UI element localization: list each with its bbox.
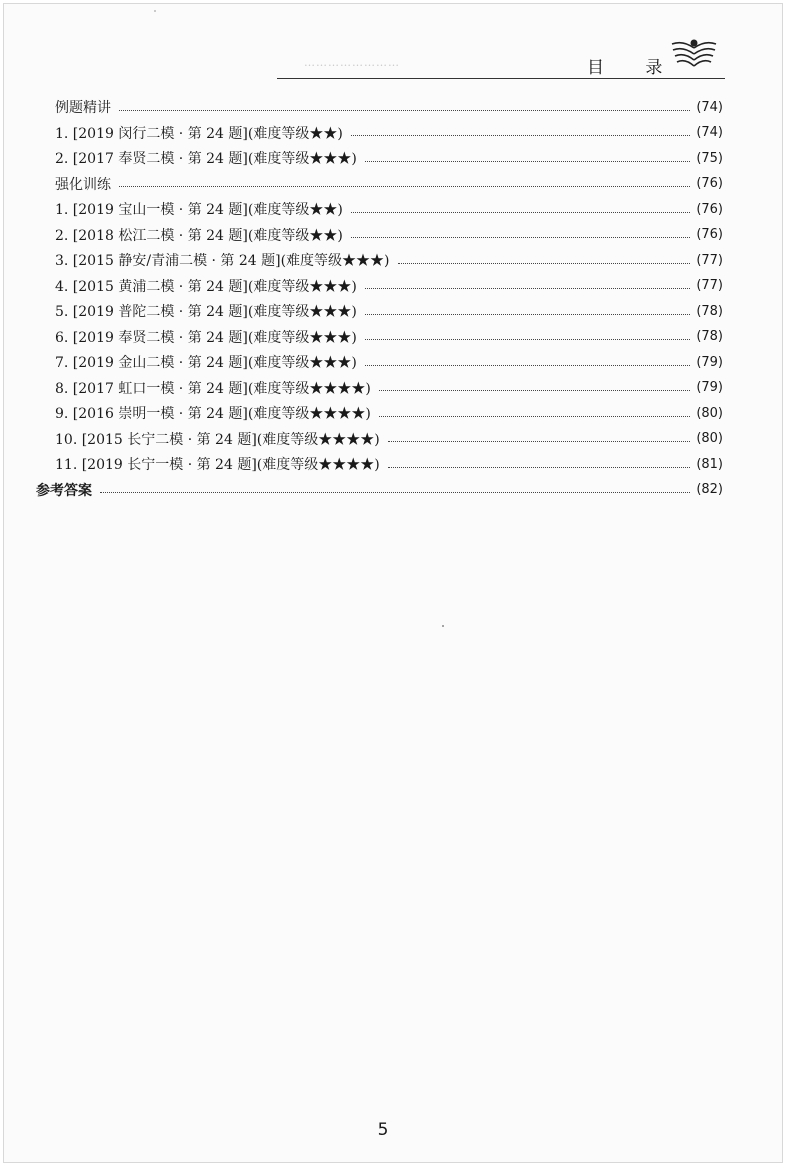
toc-entry[interactable] <box>55 275 723 297</box>
toc-entry[interactable] <box>55 249 723 271</box>
toc-entry-label: 8. [2017 虹口一模 · 第 24 题](难度等级★★★★) <box>55 380 371 397</box>
toc-entry-section-training[interactable] <box>55 173 723 195</box>
faint-header-text: …………………… <box>304 56 400 69</box>
toc-entry[interactable] <box>55 428 723 450</box>
toc-entry-label: 3. [2015 静安/青浦二模 · 第 24 题](难度等级★★★) <box>55 253 390 269</box>
toc-entry-label: 1. [2019 宝山一模 · 第 24 题](难度等级★★) <box>55 202 343 218</box>
toc-entry-page: (77) <box>696 252 723 268</box>
toc-entry-label: 1. [2019 闵行二模 · 第 24 题](难度等级★★) <box>55 125 343 142</box>
book-page <box>3 3 783 1163</box>
toc-entry-label: 9. [2016 崇明一模 · 第 24 题](难度等级★★★★) <box>55 406 371 422</box>
page-header <box>4 4 782 84</box>
book-logo-icon <box>669 34 719 74</box>
toc-entry[interactable] <box>55 122 723 144</box>
dot-leader <box>388 467 691 468</box>
toc-entry-page: (80) <box>696 405 723 421</box>
dot-leader <box>379 390 691 391</box>
toc-entry-page: (82) <box>696 482 723 497</box>
paper-speck <box>154 10 156 12</box>
toc-entry-label: 2. [2018 松江二模 · 第 24 题](难度等级★★) <box>55 227 343 244</box>
toc-entry[interactable] <box>55 377 723 399</box>
toc-entry[interactable] <box>55 326 723 348</box>
toc-entry[interactable] <box>55 351 723 373</box>
dot-leader <box>119 186 690 187</box>
dot-leader <box>351 135 691 136</box>
toc-entry-page: (78) <box>696 303 723 319</box>
toc-entry-label: 例题精讲 <box>55 100 111 116</box>
header-rule <box>277 78 725 79</box>
dot-leader <box>365 314 691 315</box>
page-number: 5 <box>377 1120 389 1140</box>
dot-leader <box>365 365 691 366</box>
toc-entry-page: (77) <box>696 278 723 293</box>
dot-leader <box>100 492 690 493</box>
toc-entry-label: 4. [2015 黄浦二模 · 第 24 题](难度等级★★★) <box>55 278 357 295</box>
dot-leader <box>379 416 691 417</box>
dot-leader <box>365 161 691 162</box>
dot-leader <box>351 212 691 213</box>
toc-entry-label: 11. [2019 长宁一模 · 第 24 题](难度等级★★★★) <box>55 457 380 473</box>
toc-entry-label: 7. [2019 金山二模 · 第 24 题](难度等级★★★) <box>55 355 357 371</box>
toc-title: 目 录 <box>587 58 681 78</box>
toc-entry-page: (80) <box>696 431 723 446</box>
toc-entry-answers[interactable] <box>36 479 723 501</box>
toc-entry-label: 2. [2017 奉贤二模 · 第 24 题](难度等级★★★) <box>55 151 357 167</box>
toc-entry-page: (79) <box>696 380 723 395</box>
dot-leader <box>398 263 691 264</box>
dot-leader <box>351 237 691 238</box>
toc-entry-page: (78) <box>696 329 723 344</box>
toc-entry-label: 10. [2015 长宁二模 · 第 24 题](难度等级★★★★) <box>55 431 380 448</box>
paper-speck <box>442 625 444 627</box>
toc-entry[interactable] <box>55 402 723 424</box>
toc-entry-page: (74) <box>696 99 723 115</box>
toc-entry-page: (76) <box>696 227 723 242</box>
toc-entry-label: 强化训练 <box>55 176 111 193</box>
toc-entry-page: (74) <box>696 125 723 140</box>
toc-entry-page: (76) <box>696 176 723 191</box>
toc-entry[interactable] <box>55 198 723 220</box>
dot-leader <box>365 339 691 340</box>
toc-entry[interactable] <box>55 147 723 169</box>
dot-leader <box>119 110 690 111</box>
dot-leader <box>388 441 691 442</box>
toc-entry-page: (75) <box>696 150 723 166</box>
toc-entry-page: (76) <box>696 201 723 217</box>
dot-leader <box>365 288 691 289</box>
toc-entry-page: (79) <box>696 354 723 370</box>
toc-entry[interactable] <box>55 300 723 322</box>
toc-entry[interactable] <box>55 453 723 475</box>
toc-entry-page: (81) <box>696 456 723 472</box>
toc-entry[interactable] <box>55 224 723 246</box>
toc-entry-label: 5. [2019 普陀二模 · 第 24 题](难度等级★★★) <box>55 304 357 320</box>
toc-entry-section-examples[interactable] <box>55 96 723 118</box>
toc-entry-label: 参考答案 <box>36 482 92 499</box>
toc-entry-label: 6. [2019 奉贤二模 · 第 24 题](难度等级★★★) <box>55 329 357 346</box>
